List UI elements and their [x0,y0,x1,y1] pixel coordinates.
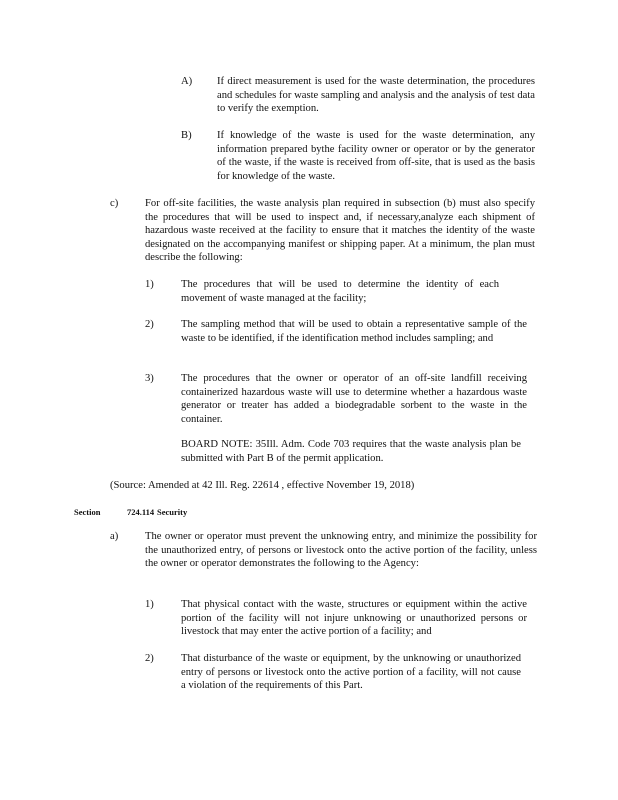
list-text: The procedures that the owner or operator of an off-site landfill receiving containerized hazardous waste will use to determine whether a hazardous waste generator or treater has added a biodegradable sorbent to the waste in the container. [181,373,527,425]
section-word: Section [74,507,101,517]
list-item-b [181,129,535,183]
list-item-c [110,197,535,265]
list-label: 2) [145,653,154,664]
list-item-2 [145,318,527,345]
list-label: B) [181,130,192,141]
list-item-3 [145,372,527,426]
list-label: A) [181,76,193,87]
list-text: If direct measurement is used for the waste determination, the procedures and schedules for waste sampling and analysis and the analysis of test data to verify the exemption. [217,76,535,115]
list-label: 1) [145,599,154,610]
list-text: For off-site facilities, the waste analysis plan required in subsection (b) must also specify the procedures that will be used to inspect and, if necessary,analyze each shipment of hazardous waste received at the facility to ensure that it matches the identity of the waste designated on the accompanying manifest or shipping paper. At a minimum, the plan must describe the following: [145,198,535,264]
list-item-a [181,75,535,116]
section-title: Security [157,507,188,517]
list-label: 1) [145,279,154,290]
list-text: The owner or operator must prevent the unknowing entry, and minimize the possibility for the unauthorized entry, of persons or livestock onto the active portion of the facility, unless the owner or operator demonstrates the following to the Agency: [145,531,537,570]
section-item-2 [145,652,521,693]
section-heading [74,506,187,520]
source-note-text: (Source: Amended at 42 Ill. Reg. 22614 , effective November 19, 2018) [110,480,415,491]
section-number: 724.114 [127,507,155,517]
list-text: The procedures that will be used to determine the identity of each movement of waste managed at the facility; [181,279,499,304]
source-note [110,479,414,493]
list-text: If knowledge of the waste is used for the waste determination, any information prepared bythe facility owner or operator or by the generator of the waste, if the waste is received from off-site, that is used as the basis for knowledge of the waste. [217,130,535,182]
list-text: That physical contact with the waste, structures or equipment within the active portion of the facility will not injure unknowing or unauthorized persons or livestock that may enter the active portion of a facility; and [181,599,527,638]
list-label: a) [110,531,119,542]
section-item-a [110,530,537,571]
board-note-text: BOARD NOTE: 35Ill. Adm. Code 703 requires that the waste analysis plan be submitted with Part B of the permit application. [181,439,521,464]
section-item-1 [145,598,527,639]
list-label: 3) [145,373,154,384]
board-note [181,438,521,465]
list-text: That disturbance of the waste or equipment, by the unknowing or unauthorized entry of persons or livestock onto the active portion of a facility, will not cause a violation of the requirements of this Part. [181,653,521,692]
list-item-1 [145,278,499,305]
list-text: The sampling method that will be used to obtain a representative sample of the waste to be identified, if the identification method includes sampling; and [181,319,527,344]
list-label: 2) [145,319,154,330]
list-label: c) [110,198,119,209]
